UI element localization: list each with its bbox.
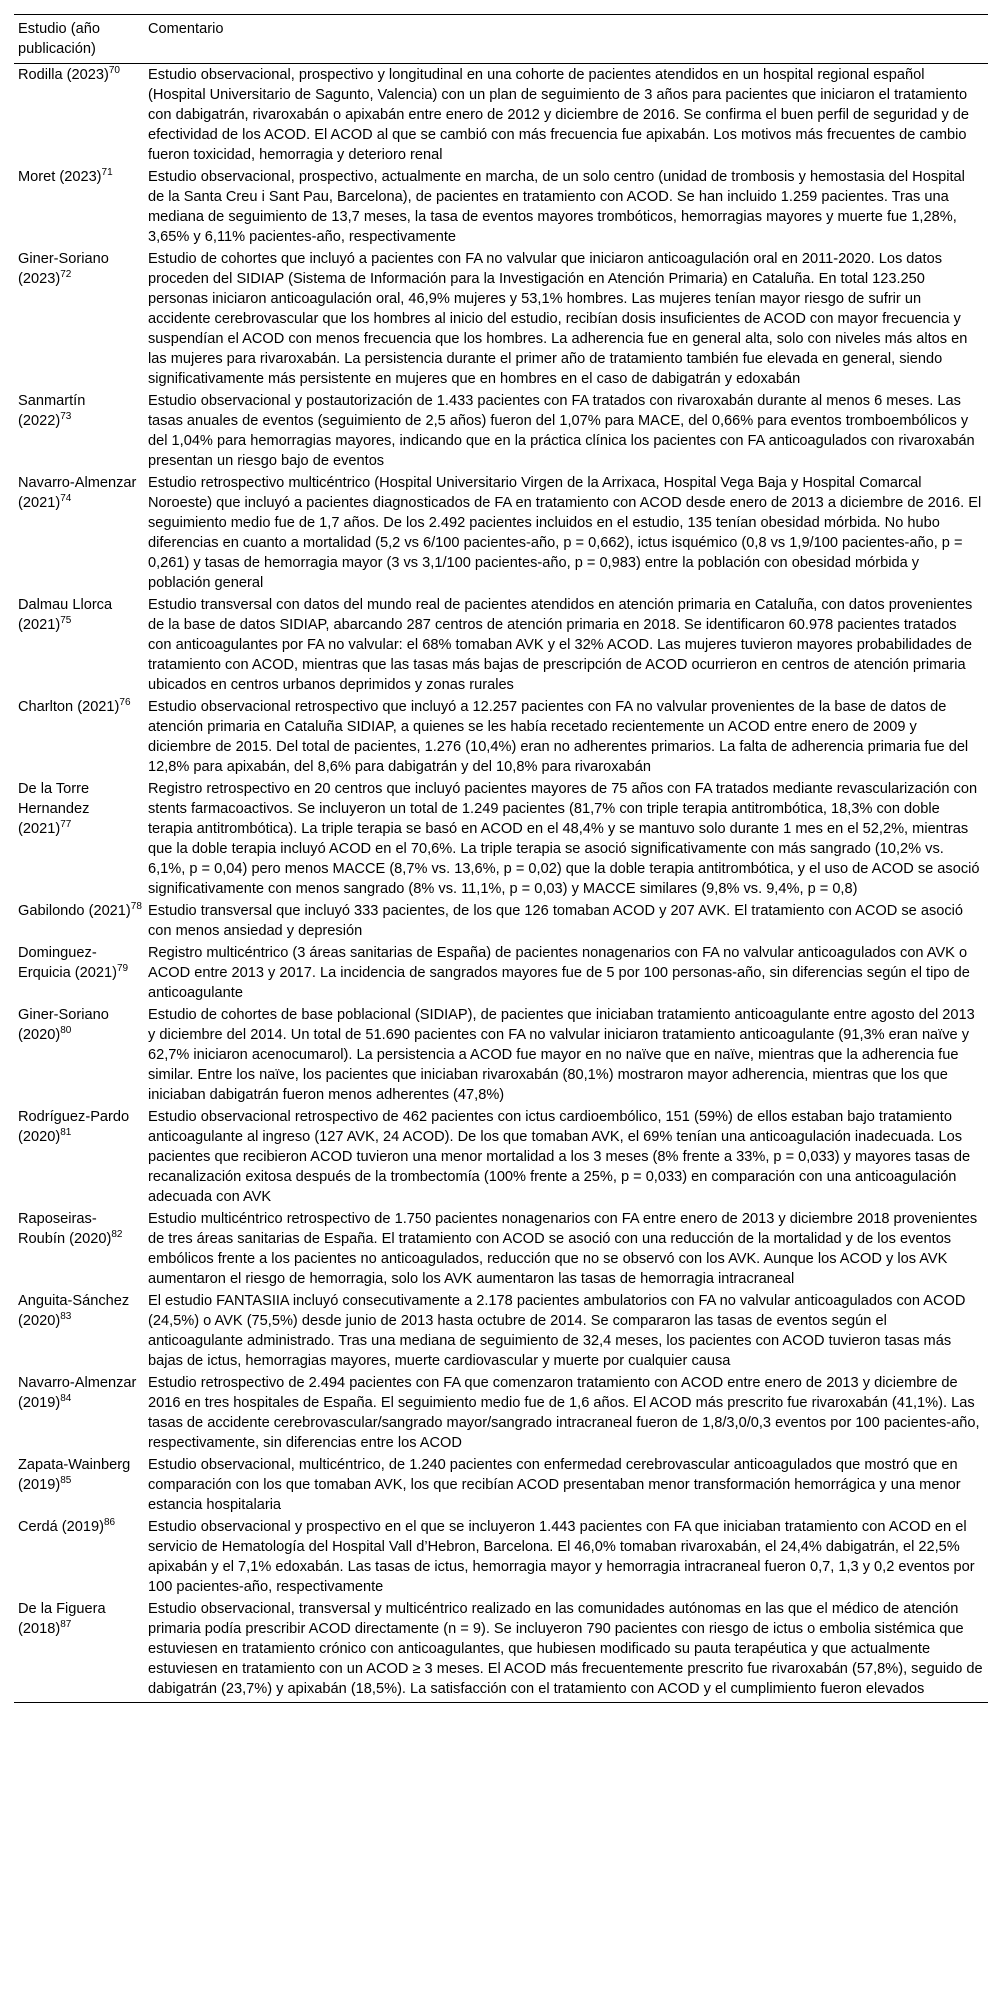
study-name: Dominguez-Erquicia (2021)	[18, 945, 117, 981]
comment-cell: Estudio observacional retrospectivo que incluyó a 12.257 pacientes con FA no valvular provenientes de la base de datos de atención primaria en Cataluña SIDIAP, a quienes se les había recetado recientemente un ACOD entre enero de 2009 y diciembre de 2015. Del total de pacientes, 1.276 (10,4%) eran no adherentes primarios. La falta de adherencia primaria fue del 12,8% para apixabán, del 8,6% para dabigatrán y del 10,8% para rivaroxabán	[148, 699, 969, 775]
study-cell	[14, 778, 144, 900]
reference-number: 73	[60, 411, 72, 423]
reference-number: 86	[104, 1517, 116, 1529]
table-row	[14, 166, 988, 248]
table-row	[14, 1454, 988, 1516]
table-row	[14, 1208, 988, 1290]
reference-number: 82	[111, 1229, 123, 1241]
study-cell	[14, 1516, 144, 1598]
comment-cell: Estudio de cohortes que incluyó a pacientes con FA no valvular que iniciaron anticoagulación oral en 2011-2020. Los datos proceden del SIDIAP (Sistema de Información para la Investigación en Atención Primaria) en Cataluña. En total 123.250 personas iniciaron anticoagulación oral, 46,9% mujeres y 53,1% hombres. Las mujeres tenían mayor riesgo de sufrir un accidente cerebrovascular que los hombres al inicio del estudio, recibían dosis insuficientes de ACOD con mayor frecuencia y suspendían el ACOD con menos frecuencia que los hombres. La adherencia fue en general alta, solo con niveles más altos en las mujeres para rivaroxabán. La persistencia durante el primer año de tratamiento también fue elevada en general, siendo significativamente más persistente en mujeres que en hombres en el caso de dabigatrán y edoxabán	[148, 251, 968, 387]
study-name: Navarro-Almenzar (2019)	[18, 1375, 137, 1411]
header-comment: Comentario	[144, 15, 988, 64]
reference-number: 76	[119, 697, 131, 709]
comment-cell: Estudio observacional, multicéntrico, de 1.240 pacientes con enfermedad cerebrovascular anticoagulados que mostró que en comparación con los que tomaban AVK, los que recibían ACOD presentaban menor transformación hemorrágica y una menor estancia hospitalaria	[148, 1457, 961, 1513]
study-cell	[14, 64, 144, 167]
study-cell	[14, 390, 144, 472]
header-study: Estudio (año publicación)	[14, 15, 144, 64]
studies-table	[14, 14, 988, 1703]
study-cell	[14, 1598, 144, 1703]
reference-number: 74	[60, 493, 72, 505]
reference-number: 84	[60, 1393, 72, 1405]
table-row	[14, 778, 988, 900]
study-name: De la Figuera (2018)	[18, 1601, 106, 1637]
table-row	[14, 1516, 988, 1598]
comment-cell: Estudio observacional, transversal y multicéntrico realizado en las comunidades autónomas en las que el médico de atención primaria podía prescribir ACOD directamente (n = 9). Se incluyeron 790 pacientes con riesgo de ictus o embolia sistémica que estuviesen en tratamiento crónico con anticoagulantes, que hubiesen modificado su pauta terapéutica y que actualmente estuviesen en tratamiento con un ACOD ≥ 3 meses. El ACOD más frecuentemente prescrito fue rivaroxabán (57,8%), seguido de dabigatrán (23,7%) y apixabán (18,5%). La satisfacción con el tratamiento con ACOD y el cumplimiento fueron elevados	[144, 1598, 988, 1703]
study-cell	[14, 1004, 144, 1106]
table-body	[14, 64, 988, 1703]
study-name: Gabilondo (2021)	[18, 903, 131, 919]
study-name: Cerdá (2019)	[18, 1519, 104, 1535]
comment-cell: Estudio retrospectivo de 2.494 pacientes con FA que comenzaron tratamiento con ACOD entre enero de 2013 y diciembre de 2016 en tres hospitales de España. El seguimiento medio fue de 1,6 años. El ACOD más prescrito fue rivaroxabán (41,1%). Las tasas de accidente cerebrovascular/sangrado mayor/sangrado intracraneal fueron de 1,8/3,0/0,3 eventos por 100 pacientes-año, respectivamente, sin diferencias entre los ACOD	[148, 1375, 980, 1451]
comment-cell: Estudio de cohortes de base poblacional (SIDIAP), de pacientes que iniciaban tratamiento anticoagulante entre agosto del 2013 y diciembre del 2014. Un total de 51.690 pacientes con FA no valvular iniciaron tratamiento anticoagulante (91,3% eran naïve y 62,7% iniciaron acenocumarol). La persistencia a ACOD fue mayor en no naïve que en naïve, mientras que la adherencia fue similar. Entre los naïve, los pacientes que iniciaban rivaroxabán (80,1%) mostraron mayor adherencia, mientras que los que iniciaban dabigatrán fueron menos adherentes (47,8%)	[148, 1007, 975, 1103]
table-row	[14, 472, 988, 594]
table-row	[14, 1372, 988, 1454]
table-row	[14, 900, 988, 942]
comment-cell: Estudio transversal con datos del mundo real de pacientes atendidos en atención primaria en Cataluña, con datos provenientes de la base de datos SIDIAP, abarcando 287 centros de atención primaria en 2018. Se identificaron 60.978 pacientes tratados con anticoagulantes por FA no valvular: el 68% tomaban AVK y el 32% ACOD. Las mujeres tuvieron mayores probabilidades de tratamiento con ACOD, mientras que las tasas más bajas de prescripción de ACOD ocurrieron en centros de atención primaria ubicados en centros urbanos deprimidos y zonas rurales	[148, 597, 973, 693]
study-name: Anguita-Sánchez (2020)	[18, 1293, 130, 1329]
study-cell	[14, 1290, 144, 1372]
table-row	[14, 248, 988, 390]
table-row	[14, 1290, 988, 1372]
comment-cell: Estudio transversal que incluyó 333 pacientes, de los que 126 tomaban ACOD y 207 AVK. El tratamiento con ACOD se asoció con menos ansiedad y depresión	[148, 903, 964, 939]
study-cell	[14, 696, 144, 778]
study-cell	[14, 900, 144, 942]
comment-cell: El estudio FANTASIIA incluyó consecutivamente a 2.178 pacientes ambulatorios con FA no valvular anticoagulados con ACOD (24,5%) o AVK (75,5%) desde junio de 2013 hasta octubre de 2014. Se compararon las tasas de eventos según el anticoagulante administrado. Tras una mediana de seguimiento de 32,4 meses, los pacientes con ACOD tuvieron tasas más bajas de ictus, hemorragias mayores, muerte cardiovascular y muerte por cualquier causa	[148, 1293, 966, 1369]
reference-number: 83	[60, 1311, 72, 1323]
study-name: Charlton (2021)	[18, 699, 120, 715]
reference-number: 75	[60, 615, 72, 627]
study-name: Zapata-Wainberg (2019)	[18, 1457, 131, 1493]
study-name: Moret (2023)	[18, 169, 102, 185]
comment-cell: Registro multicéntrico (3 áreas sanitarias de España) de pacientes nonagenarios con FA no valvular anticoagulados con AVK o ACOD entre 2013 y 2017. La incidencia de sangrados mayores fue de 5 por 100 personas-año, sin diferencias según el tipo de anticoagulante	[148, 945, 970, 1001]
comment-cell: Estudio observacional y prospectivo en el que se incluyeron 1.443 pacientes con FA que iniciaban tratamiento con ACOD en el servicio de Hematología del Hospital Vall d’Hebron, Barcelona. El 46,0% tomaban rivaroxabán, el 24,4% dabigatrán, el 22,5% apixabán y el 7,1% edoxabán. Las tasas de ictus, hemorragia mayor y hemorragia intracraneal fueron 0,7, 1,3 y 0,2 eventos por 100 pacientes-año, respectivamente	[148, 1519, 975, 1595]
comment-cell: Estudio observacional y postautorización de 1.433 pacientes con FA tratados con rivaroxabán durante al menos 6 meses. Las tasas anuales de eventos (seguimiento de 2,5 años) fueron del 1,07% para MACE, del 0,66% para eventos tromboembólicos y del 1,04% para hemorragias mayores, indicando que en la práctica clínica los pacientes con FA anticoagulados con rivaroxabán presentan un riesgo bajo de eventos	[148, 393, 975, 469]
study-cell	[14, 594, 144, 696]
study-cell	[14, 166, 144, 248]
study-cell	[14, 1106, 144, 1208]
study-name: Sanmartín (2022)	[18, 393, 86, 429]
study-name: Raposeiras-Roubín (2020)	[18, 1211, 112, 1247]
study-cell	[14, 1208, 144, 1290]
table-row	[14, 942, 988, 1004]
study-name: Giner-Soriano (2023)	[18, 251, 109, 287]
reference-number: 81	[60, 1127, 72, 1139]
reference-number: 70	[108, 65, 120, 77]
table-row	[14, 1106, 988, 1208]
reference-number: 77	[60, 819, 72, 831]
study-cell	[14, 472, 144, 594]
comment-cell: Estudio observacional, prospectivo y longitudinal en una cohorte de pacientes atendidos en un hospital regional español (Hospital Universitario de Sagunto, Valencia) con un plan de seguimiento de 3 años para pacientes que iniciaron el tratamiento con dabigatrán, rivaroxabán o apixabán entre enero de 2012 y diciembre de 2016. Se confirma el buen perfil de seguridad y de efectividad de los ACOD. El ACOD al que se cambió con más frecuencia fue apixabán. Los motivos más frecuentes de cambio fueron toxicidad, hemorragia y deterioro renal	[148, 67, 970, 163]
comment-cell: Estudio multicéntrico retrospectivo de 1.750 pacientes nonagenarios con FA entre enero de 2013 y diciembre 2018 provenientes de tres áreas sanitarias de España. El tratamiento con ACOD se asoció con una reducción de la mortalidad y de los eventos embólicos frente a los pacientes no anticoagulados, reducción que no se observó con los AVK. Aunque los ACOD y los AVK aumentaron el riesgo de hemorragia, solo los AVK aumentaron las tasas de hemorragia intracraneal	[148, 1211, 978, 1287]
study-name: Dalmau Llorca (2021)	[18, 597, 113, 633]
reference-number: 78	[130, 901, 142, 913]
reference-number: 87	[60, 1619, 72, 1631]
comment-cell: Estudio observacional, prospectivo, actualmente en marcha, de un solo centro (unidad de trombosis y hemostasia del Hospital de la Santa Creu i Sant Pau, Barcelona), de pacientes en tratamiento con ACOD. Se han incluido 1.259 pacientes. Tras una mediana de seguimiento de 13,7 meses, la tasa de eventos mayores trombóticos, hemorragias mayores y muerte fue 1,28%, 3,65% y 6,11% pacientes-año, respectivamente	[148, 169, 965, 245]
study-name: Navarro-Almenzar (2021)	[18, 475, 137, 511]
table-row	[14, 1004, 988, 1106]
comment-cell: Registro retrospectivo en 20 centros que incluyó pacientes mayores de 75 años con FA tratados mediante revascularización con stents farmacoactivos. Se incluyeron un total de 1.249 pacientes (81,7% con triple terapia antitrombótica, 18,3% con doble terapia antitrombótica). La triple terapia se basó en ACOD en el 48,4% y se mantuvo solo durante 1 mes en el 52,2%, mientras que la doble terapia incluyó ACOD en el 70,6%. La triple terapia se asoció significativamente con más sangrado (10,2% vs. 6,1%, p = 0,04) pero menos MACCE (8,7% vs. 13,6%, p = 0,02) que la doble terapia antitrombótica, y el uso de ACOD se asoció significativamente con menos sangrado (8% vs. 11,1%, p = 0,03) y MACCE similares (9,8% vs. 9,4%, p = 0,8)	[148, 781, 980, 897]
table-row	[14, 1598, 988, 1703]
table-row	[14, 594, 988, 696]
reference-number: 85	[60, 1475, 72, 1487]
study-name: Rodríguez-Pardo (2020)	[18, 1109, 130, 1145]
reference-number: 71	[101, 167, 113, 179]
study-name: De la Torre Hernandez (2021)	[18, 781, 90, 837]
study-cell	[14, 1454, 144, 1516]
reference-number: 80	[60, 1025, 72, 1037]
comment-cell: Estudio observacional retrospectivo de 462 pacientes con ictus cardioembólico, 151 (59%) de ellos estaban bajo tratamiento anticoagulante al ingreso (127 AVK, 24 ACOD). De los que tomaban AVK, el 69% tenían una anticoagulación inadecuada. Los pacientes que recibieron ACOD tuvieron una menor mortalidad a los 3 meses (8% frente a 33%, p = 0,033) y mayores tasas de recanalización exitosa después de la trombectomía (100% frente a 25%, p = 0,033) en comparación con una anticoagulación adecuada con AVK	[148, 1109, 971, 1205]
comment-cell: Estudio retrospectivo multicéntrico (Hospital Universitario Virgen de la Arrixaca, Hospital Vega Baja y Hospital Comarcal Noroeste) que incluyó a pacientes diagnosticados de FA en tratamiento con ACOD desde enero de 2013 a diciembre de 2016. El seguimiento medio fue de 1,7 años. De los 2.492 pacientes incluidos en el estudio, 135 tenían obesidad mórbida. No hubo diferencias en cuanto a mortalidad (5,2 vs 6/100 pacientes-año, p = 0,662), ictus isquémico (0,8 vs 1,9/100 pacientes-año, p = 0,261) y tasas de hemorragia mayor (3 vs 3,1/100 pacientes-año, p = 0,983) entre la población con obesidad mórbida y población general	[148, 475, 982, 591]
header-row	[14, 15, 988, 64]
study-name: Giner-Soriano (2020)	[18, 1007, 109, 1043]
reference-number: 72	[60, 269, 72, 281]
table-row	[14, 390, 988, 472]
table-row	[14, 696, 988, 778]
reference-number: 79	[116, 963, 129, 975]
table-header	[14, 15, 988, 64]
study-cell	[14, 1372, 144, 1454]
table-row	[14, 64, 988, 167]
study-cell	[14, 248, 144, 390]
study-cell	[14, 942, 144, 1004]
study-name: Rodilla (2023)	[18, 67, 109, 83]
